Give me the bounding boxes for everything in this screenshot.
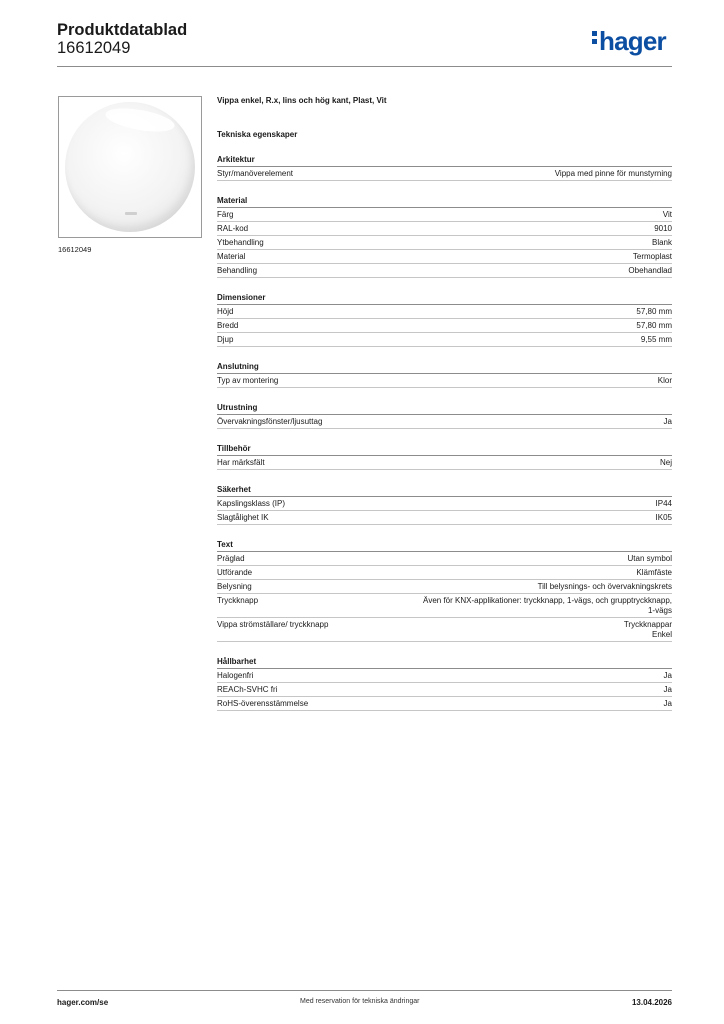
- spec-label: Slagtålighet IK: [217, 513, 269, 522]
- spec-value: Klämfäste: [636, 568, 672, 577]
- spec-label: Präglad: [217, 554, 245, 563]
- spec-value: 57,80 mm: [636, 307, 672, 316]
- spec-row: [217, 250, 672, 264]
- spec-value: Vit: [662, 210, 672, 219]
- spec-value: 57,80 mm: [636, 321, 672, 330]
- spec-section: [217, 155, 672, 181]
- spec-label: Material: [217, 252, 246, 261]
- spec-label: Halogenfri: [217, 671, 254, 680]
- spec-row: [217, 669, 672, 683]
- spec-value: Obehandlad: [628, 266, 672, 275]
- spec-label: Har märksfält: [217, 458, 265, 467]
- logo-text: hager: [599, 26, 666, 56]
- spec-row: [217, 697, 672, 711]
- spec-row: [217, 683, 672, 697]
- spec-value: Ja: [663, 699, 672, 708]
- spec-label: Djup: [217, 335, 234, 344]
- spec-row: [217, 333, 672, 347]
- section-title: Utrustning: [217, 403, 672, 415]
- spec-label: REACh-SVHC fri: [217, 685, 278, 694]
- spec-label: Typ av montering: [217, 376, 279, 385]
- footer-date: 13.04.2026: [631, 998, 672, 1007]
- spec-row: [217, 552, 672, 566]
- section-title: Material: [217, 196, 672, 208]
- spec-value: Ja: [663, 417, 672, 426]
- spec-row: [217, 618, 672, 642]
- spec-sections: [217, 155, 672, 711]
- spec-section: [217, 485, 672, 525]
- spec-label: Ytbehandling: [217, 238, 264, 247]
- spec-section: [217, 540, 672, 642]
- section-title: Anslutning: [217, 362, 672, 374]
- spec-label: Belysning: [217, 582, 252, 591]
- document-title: Produktdatablad: [57, 21, 188, 39]
- spec-label: Behandling: [217, 266, 258, 275]
- footer-divider: [57, 990, 672, 991]
- spec-row: [217, 415, 672, 429]
- spec-section: [217, 293, 672, 347]
- spec-row: [217, 208, 672, 222]
- spec-value: Ja: [663, 685, 672, 694]
- rocker-highlight: [104, 104, 176, 136]
- spec-value: Klor: [657, 376, 672, 385]
- logo-dots-icon: [592, 28, 597, 47]
- spec-row: [217, 566, 672, 580]
- hager-logo: [592, 26, 666, 56]
- header-divider: [57, 66, 672, 67]
- section-title: Säkerhet: [217, 485, 672, 497]
- spec-value: Termoplast: [632, 252, 672, 261]
- image-caption: 16612049: [58, 245, 92, 254]
- tech-properties-title: Tekniska egenskaper: [217, 130, 298, 139]
- spec-value: Tryckknappar Enkel: [623, 620, 672, 639]
- spec-label: Höjd: [217, 307, 234, 316]
- spec-row: [217, 497, 672, 511]
- spec-row: [217, 264, 672, 278]
- spec-value: Till belysnings- och övervakningskrets: [537, 582, 672, 591]
- spec-row: [217, 167, 672, 181]
- spec-section: [217, 403, 672, 429]
- spec-value: Utan symbol: [627, 554, 672, 563]
- spec-row: [217, 456, 672, 470]
- spec-row: [217, 511, 672, 525]
- section-title: Dimensioner: [217, 293, 672, 305]
- spec-label: Färg: [217, 210, 234, 219]
- spec-content: [217, 96, 672, 726]
- spec-row: [217, 580, 672, 594]
- spec-label: Bredd: [217, 321, 239, 330]
- spec-section: [217, 444, 672, 470]
- spec-value: IK05: [655, 513, 672, 522]
- spec-row: [217, 222, 672, 236]
- spec-value: 9010: [654, 224, 672, 233]
- footer-website: hager.com/se: [57, 998, 109, 1007]
- spec-value: Nej: [659, 458, 672, 467]
- section-title: Text: [217, 540, 672, 552]
- section-title: Arkitektur: [217, 155, 672, 167]
- spec-value: IP44: [655, 499, 672, 508]
- footer-disclaimer: Med reservation för tekniska ändringar: [300, 998, 420, 1005]
- spec-section: [217, 657, 672, 711]
- spec-label: Övervakningsfönster/ljusuttag: [217, 417, 323, 426]
- spec-label: Utförande: [217, 568, 253, 577]
- spec-row: [217, 236, 672, 250]
- spec-label: Styr/manöverelement: [217, 169, 294, 178]
- spec-label: RAL-kod: [217, 224, 249, 233]
- spec-value: Även för KNX-applikationer: tryckknapp, 1-vägs, och grupptryckknapp, 1-vägs: [422, 596, 672, 615]
- spec-label: Kapslingsklass (IP): [217, 499, 286, 508]
- rocker-switch-image: [65, 102, 195, 232]
- product-number: 16612049: [57, 39, 131, 57]
- spec-row: [217, 374, 672, 388]
- spec-value: 9,55 mm: [640, 335, 672, 344]
- spec-label: RoHS-överensstämmelse: [217, 699, 309, 708]
- spec-row: [217, 305, 672, 319]
- rocker-lens: [125, 212, 137, 215]
- spec-row: [217, 319, 672, 333]
- spec-value: Blank: [651, 238, 672, 247]
- spec-row: [217, 594, 672, 618]
- spec-value: Vippa med pinne för munstyrning: [554, 169, 672, 178]
- section-title: Tillbehör: [217, 444, 672, 456]
- product-description: Vippa enkel, R.x, lins och hög kant, Plast, Vit: [217, 96, 387, 105]
- spec-label: Tryckknapp: [217, 596, 259, 605]
- product-image: [58, 96, 202, 238]
- spec-value: Ja: [663, 671, 672, 680]
- section-title: Hållbarhet: [217, 657, 672, 669]
- spec-section: [217, 362, 672, 388]
- spec-section: [217, 196, 672, 278]
- spec-label: Vippa strömställare/ tryckknapp: [217, 620, 329, 629]
